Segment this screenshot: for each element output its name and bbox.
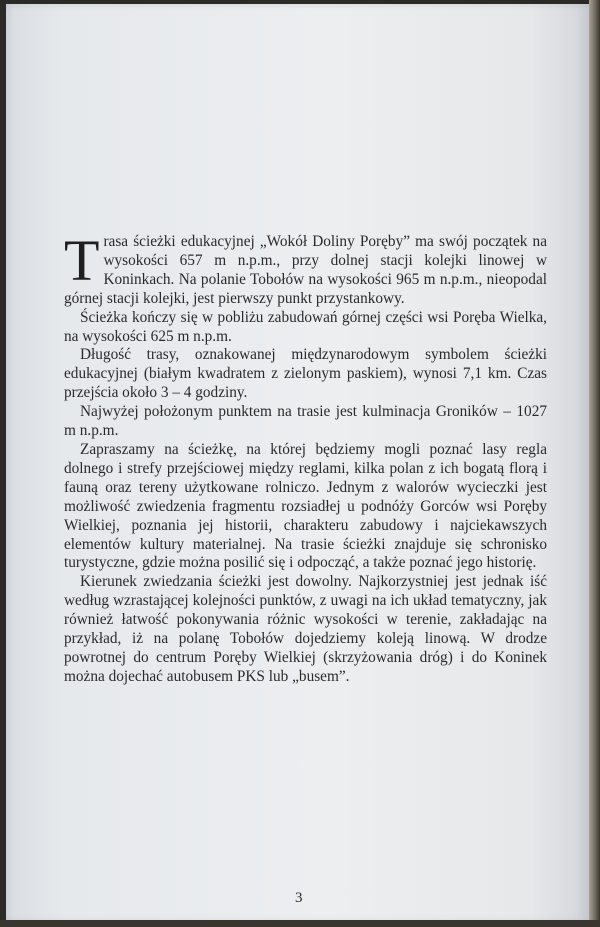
drop-cap: T — [64, 228, 100, 293]
paragraph-3: Długość trasy, oznakowanej międzynarodowym symbolem ścieżki edukacyjnej (białym kwadratem z zielonym paskiem), wynosi 7,1 km. Czas przejścia około 3 – 4 godziny. — [64, 346, 547, 402]
paragraph-1-text: rasa ścieżki edukacyjnej „Wokół Doliny Poręby” ma swój początek na wysokości 657 m n.p.m., przy dolnej stacji kolejki linowej w Koninkach. Na polanie Tobołów na wysokości 965 m n.p.m., nieopodal górnej stacji kolejki, jest pierwszy punkt przystankowy. — [64, 233, 547, 307]
page-bottom-shadow — [0, 920, 600, 927]
body-text — [64, 228, 547, 687]
page-number: 3 — [295, 890, 303, 906]
paragraph-6: Kierunek zwiedzania ścieżki jest dowolny. Najkorzystniej jest jednak iść według wzrastającej kolejności punktów, z uwagi na ich układ tematyczny, jak również łatwość pokonywania różnic wysokości w terenie, zakładając na przykład, iż na polanę Tobołów dojedziemy koleją linową. W drodze powrotnej do centrum Poręby Wielkiej (skrzyżowania dróg) i do Koninek można dojechać autobusem PKS lub „busem”. — [64, 573, 547, 685]
paragraph-5: Zapraszamy na ścieżkę, na której będziemy mogli poznać lasy regla dolnego i strefy przejściowej między reglami, kilka polan z ich bogatą florą i fauną oraz tereny użytkowane rolniczo. Jednym z walorów wycieczki jest możliwość zwiedzenia fragmentu rozsiadłej u podnóży Gorców wsi Poręby Wielkiej, poznania jej historii, charakteru zabudowy i najciekawszych elementów kultury materialnej. Na trasie ścieżki znajduje się schronisko turystyczne, gdzie można posilić się i odpocząć, a także poznać jego historię. — [64, 440, 547, 572]
paragraph-1 — [64, 228, 547, 309]
paragraph-4: Najwyżej położonym punktem na trasie jest kulminacja Groników – 1027 m n.p.m. — [64, 403, 547, 440]
paragraph-2: Ścieżka kończy się w pobliżu zabudowań górnej części wsi Poręba Wielka, na wysokości 625 m n.p.m. — [64, 308, 547, 345]
page-edge-shadow — [589, 0, 600, 927]
book-page — [6, 4, 589, 922]
